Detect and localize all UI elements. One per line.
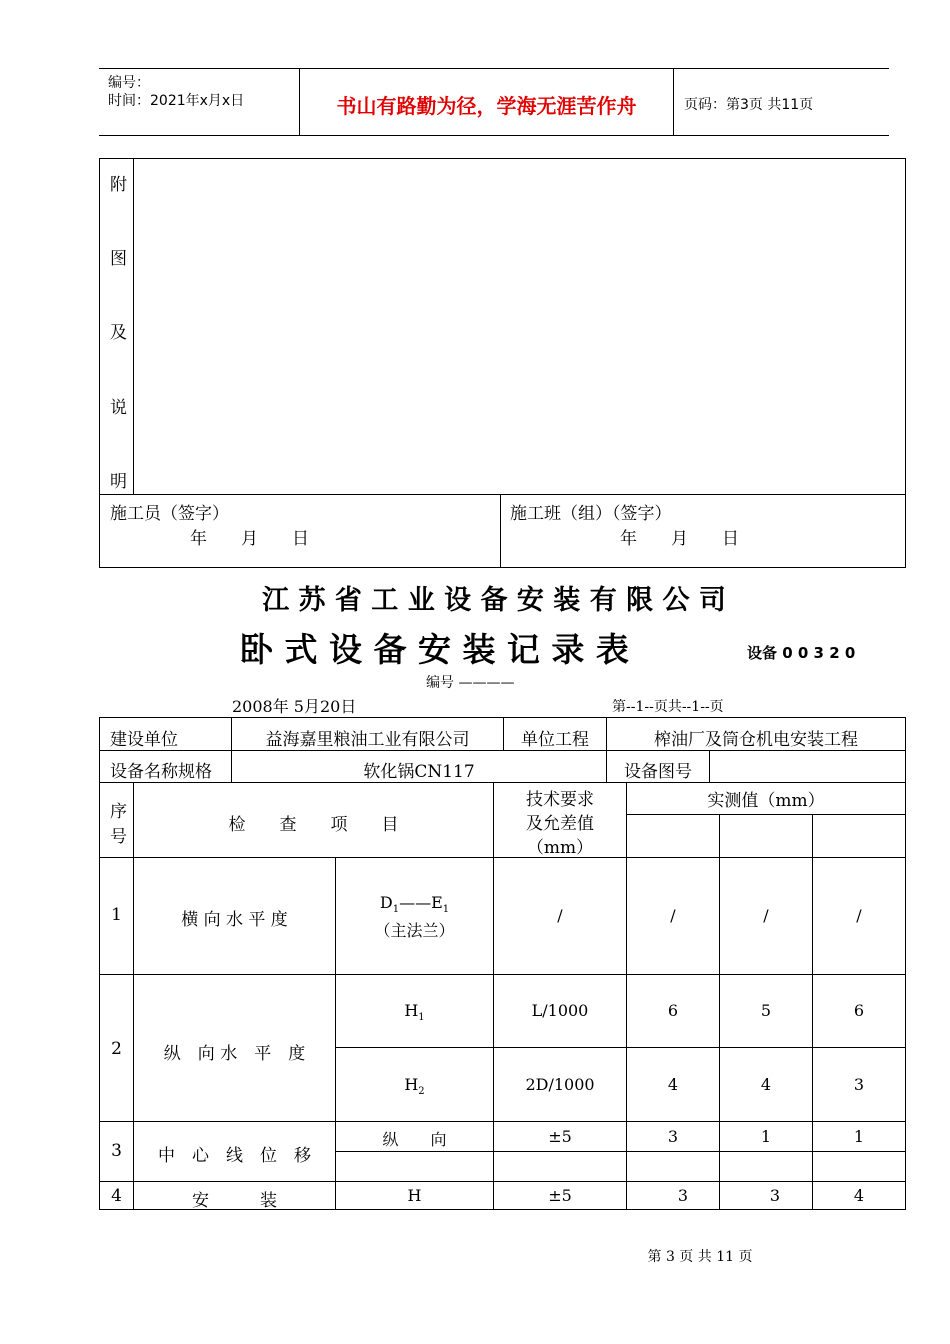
team-sign-date: 年 月 日 [620,529,739,549]
footer-page-number: 第 3 页 共 11 页 [647,1249,753,1265]
drawing-no-label: 设备图号 [624,762,692,782]
equipment-name-label: 设备名称规格 [110,762,212,782]
unit-project-value: 榨油厂及筒仓机电安装工程 [654,730,858,750]
row-4-no: 4 [111,1186,122,1206]
measured-header: 实测值（mm） [707,791,825,811]
equipment-code: 设备 0 0 3 2 0 [747,644,856,662]
motto: 书山有路勤为径，学海无涯苦作舟 [336,94,637,118]
company-name: 江 苏 省 工 业 设 备 安 装 有 限 公 司 [262,585,726,616]
row-1-point-note: （主法兰） [374,921,455,940]
row-1-m2: / [763,906,769,925]
form-date: 2008年 5月20日 [232,697,357,716]
row-2b-req: 2D/1000 [525,1075,595,1094]
row-2a-m3: 6 [853,1001,865,1020]
row-2a-m2: 5 [760,1001,772,1020]
page-count: 第--1--页共--1--页 [612,699,724,715]
equipment-name-value: 软化锅CN117 [363,762,475,782]
row-3-no: 3 [111,1141,122,1161]
row-2a-m1: 6 [667,1001,679,1020]
row-4-point: H [407,1186,422,1205]
row-3-req: ±5 [548,1127,572,1146]
tech-req-header-line: 技术要求 [526,790,594,810]
page-info: 页码：第3页 共11页 [684,97,814,113]
builder-value: 益海嘉里粮油工业有限公司 [265,730,470,750]
row-1-req: / [557,906,563,925]
seq-header-char: 号 [110,827,127,847]
row-4-m1: 3 [677,1186,689,1205]
row-2a-point: $H_1$ [404,1001,425,1024]
row-1-m1: / [670,906,676,925]
row-1-item: 横 向 水 平 度 [181,910,288,930]
row-3-item: 中 心 线 位 移 [158,1146,311,1166]
tech-req-header-line: （mm） [526,838,594,858]
row-3-m1: 3 [667,1127,679,1146]
row-4-req: ±5 [548,1186,572,1205]
row-2b-point: $H_2$ [404,1075,425,1098]
row-2-item: 纵 向 水 平 度 [163,1044,306,1064]
time-label: 时间：2021年x月x日 [108,93,245,109]
row-4-m2: 3 [769,1186,781,1205]
row-3-point: 纵 向 [382,1130,447,1149]
form-title: 卧 式 设 备 安 装 记 录 表 [240,630,629,669]
appendix-label-char: 说 [110,398,127,418]
row-2b-m3: 3 [853,1075,865,1094]
row-2b-m2: 4 [760,1075,772,1094]
appendix-label-char: 及 [110,323,127,343]
row-4-m3: 4 [853,1186,865,1205]
row-1-point: $D_1——E_1$ [379,893,450,916]
row-3-m3: 1 [853,1127,865,1146]
code-label: 编号： [108,75,150,91]
row-1-m3: / [856,906,862,925]
row-2-no: 2 [111,1039,122,1059]
appendix-label-char: 图 [110,249,127,269]
worker-sign-date: 年 月 日 [190,529,309,549]
worker-sign-label: 施工员（签字） [110,504,229,524]
team-sign-label: 施工班（组）（签字） [510,504,672,524]
tech-req-header-line: 及允差值 [526,814,594,834]
builder-label: 建设单位 [110,730,178,750]
appendix-label-char: 明 [110,472,127,492]
unit-project-label: 单位工程 [521,730,589,750]
appendix-label-char: 附 [110,175,127,195]
form-number: 编号 ———— [426,675,515,691]
row-3-m2: 1 [760,1127,772,1146]
seq-header-char: 序 [110,802,127,822]
check-item-header: 检 查 项 目 [228,815,399,835]
row-2a-req: L/1000 [531,1001,589,1020]
row-1-no: 1 [111,905,122,925]
row-2b-m1: 4 [667,1075,679,1094]
row-4-item: 安 装 [192,1191,277,1211]
